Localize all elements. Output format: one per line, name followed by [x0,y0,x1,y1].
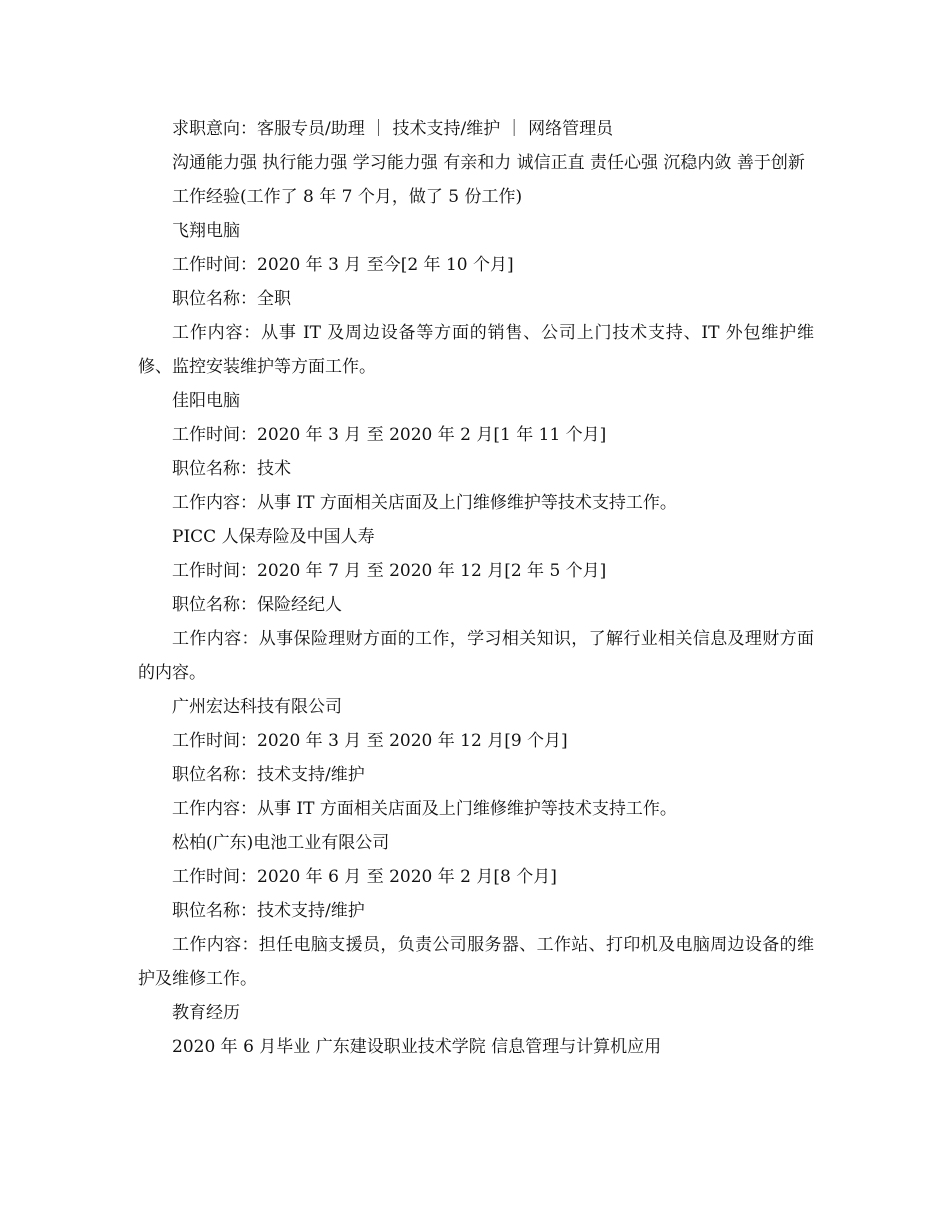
job-position: 职位名称：技术支持/维护 [172,901,365,921]
job-content: 工作内容：从事 IT 方面相关店面及上门维修维护等技术支持工作。 [172,799,677,819]
job-intent: 求职意向：客服专员/助理 ｜ 技术支持/维护 ｜ 网络管理员 [172,119,614,139]
job-company: 飞翔电脑 [172,221,240,241]
personal-traits: 沟通能力强 执行能力强 学习能力强 有亲和力 诚信正直 责任心强 沉稳内敛 善于创新 [172,153,805,173]
job-position: 职位名称：技术支持/维护 [172,765,365,785]
job-entry-5 [138,826,814,996]
job-time: 工作时间：2020 年 3 月 至 2020 年 12 月[9 个月] [172,731,568,751]
experience-heading: 工作经验(工作了 8 年 7 个月，做了 5 份工作) [172,187,523,207]
job-entry-3 [138,520,814,690]
education-heading: 教育经历 [172,1003,240,1023]
job-entry-1 [138,214,814,384]
job-time: 工作时间：2020 年 3 月 至 2020 年 2 月[1 年 11 个月] [172,425,607,445]
job-time: 工作时间：2020 年 7 月 至 2020 年 12 月[2 年 5 个月] [172,561,607,581]
education-entry: 2020 年 6 月毕业 广东建设职业技术学院 信息管理与计算机应用 [172,1037,662,1057]
job-time: 工作时间：2020 年 6 月 至 2020 年 2 月[8 个月] [172,867,557,887]
job-company: 松柏(广东)电池工业有限公司 [172,833,390,853]
job-entry-2 [138,384,814,520]
job-content: 工作内容：担任电脑支援员，负责公司服务器、工作站、打印机及电脑周边设备的维护及维修工作。 [138,935,814,989]
job-position: 职位名称：保险经纪人 [172,595,342,615]
job-entry-4 [138,690,814,826]
job-company: 广州宏达科技有限公司 [172,697,342,717]
job-content: 工作内容：从事 IT 及周边设备等方面的销售、公司上门技术支持、IT 外包维护维修、监控安装维护等方面工作。 [138,323,814,377]
job-company: PICC 人保寿险及中国人寿 [172,527,375,547]
job-time: 工作时间：2020 年 3 月 至今[2 年 10 个月] [172,255,514,275]
job-position: 职位名称：技术 [172,459,291,479]
job-content: 工作内容：从事 IT 方面相关店面及上门维修维护等技术支持工作。 [172,493,677,513]
job-content: 工作内容：从事保险理财方面的工作，学习相关知识，了解行业相关信息及理财方面的内容。 [138,629,814,683]
job-company: 佳阳电脑 [172,391,240,411]
resume-document [138,112,814,1064]
job-position: 职位名称：全职 [172,289,291,309]
